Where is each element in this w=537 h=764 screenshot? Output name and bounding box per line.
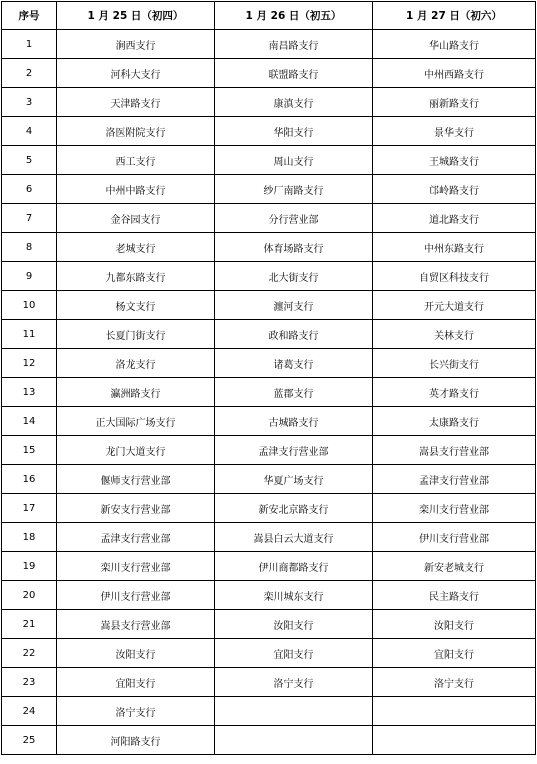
row-index-cell: 23	[2, 668, 57, 697]
day-3-branch-cell: 洛宁支行	[373, 668, 536, 697]
day-3-branch-cell: 民主路支行	[373, 581, 536, 610]
table-row	[2, 697, 536, 726]
day-3-branch-cell: 邙岭路支行	[373, 175, 536, 204]
row-index-cell: 22	[2, 639, 57, 668]
day-3-branch-cell: 太康路支行	[373, 407, 536, 436]
row-index-cell: 18	[2, 523, 57, 552]
day-2-branch-cell: 北大街支行	[215, 262, 373, 291]
day-1-branch-cell: 瀛洲路支行	[57, 378, 215, 407]
table-row	[2, 726, 536, 755]
day-3-branch-cell: 自贸区科技支行	[373, 262, 536, 291]
row-index-cell: 15	[2, 436, 57, 465]
day-1-branch-cell: 老城支行	[57, 233, 215, 262]
row-index-cell: 3	[2, 88, 57, 117]
day-2-branch-cell: 瀍河支行	[215, 291, 373, 320]
table-row	[2, 523, 536, 552]
day-1-branch-cell: 宜阳支行	[57, 668, 215, 697]
day-1-branch-cell: 洛龙支行	[57, 349, 215, 378]
day-3-branch-cell: 关林支行	[373, 320, 536, 349]
row-index-cell: 10	[2, 291, 57, 320]
day-1-branch-cell: 洛医附院支行	[57, 117, 215, 146]
table-row	[2, 146, 536, 175]
day-2-branch-cell: 纱厂南路支行	[215, 175, 373, 204]
table-row	[2, 465, 536, 494]
day-2-branch-cell: 宜阳支行	[215, 639, 373, 668]
row-index-cell: 19	[2, 552, 57, 581]
table-row	[2, 349, 536, 378]
day-2-branch-cell: 周山支行	[215, 146, 373, 175]
table-row	[2, 204, 536, 233]
header-row	[2, 2, 536, 30]
table-row	[2, 88, 536, 117]
row-index-cell: 16	[2, 465, 57, 494]
row-index-cell: 20	[2, 581, 57, 610]
day-1-branch-cell: 龙门大道支行	[57, 436, 215, 465]
day-2-branch-cell	[215, 697, 373, 726]
table-row	[2, 639, 536, 668]
day-3-branch-cell	[373, 726, 536, 755]
header-index: 序号	[2, 2, 57, 30]
day-2-branch-cell: 康滇支行	[215, 88, 373, 117]
table-row	[2, 378, 536, 407]
table-body	[2, 30, 536, 755]
day-2-branch-cell	[215, 726, 373, 755]
row-index-cell: 4	[2, 117, 57, 146]
table-row	[2, 30, 536, 59]
day-2-branch-cell: 华夏广场支行	[215, 465, 373, 494]
day-3-branch-cell: 栾川支行营业部	[373, 494, 536, 523]
day-2-branch-cell: 诸葛支行	[215, 349, 373, 378]
day-3-branch-cell: 开元大道支行	[373, 291, 536, 320]
day-2-branch-cell: 政和路支行	[215, 320, 373, 349]
day-3-branch-cell: 华山路支行	[373, 30, 536, 59]
day-3-branch-cell: 新安老城支行	[373, 552, 536, 581]
table-row	[2, 552, 536, 581]
table-row	[2, 320, 536, 349]
day-3-branch-cell: 中州东路支行	[373, 233, 536, 262]
table-row	[2, 59, 536, 88]
day-3-branch-cell: 中州西路支行	[373, 59, 536, 88]
header-day-2: 1 月 26 日（初五）	[215, 2, 373, 30]
row-index-cell: 25	[2, 726, 57, 755]
row-index-cell: 2	[2, 59, 57, 88]
row-index-cell: 7	[2, 204, 57, 233]
day-2-branch-cell: 古城路支行	[215, 407, 373, 436]
table-row	[2, 291, 536, 320]
row-index-cell: 5	[2, 146, 57, 175]
day-3-branch-cell	[373, 697, 536, 726]
day-1-branch-cell: 嵩县支行营业部	[57, 610, 215, 639]
day-3-branch-cell: 伊川支行营业部	[373, 523, 536, 552]
day-2-branch-cell: 联盟路支行	[215, 59, 373, 88]
header-day-3: 1 月 27 日（初六）	[373, 2, 536, 30]
day-1-branch-cell: 新安支行营业部	[57, 494, 215, 523]
table-row	[2, 436, 536, 465]
day-2-branch-cell: 汝阳支行	[215, 610, 373, 639]
day-2-branch-cell: 栾川城东支行	[215, 581, 373, 610]
day-3-branch-cell: 长兴街支行	[373, 349, 536, 378]
day-1-branch-cell: 伊川支行营业部	[57, 581, 215, 610]
row-index-cell: 17	[2, 494, 57, 523]
row-index-cell: 11	[2, 320, 57, 349]
day-1-branch-cell: 长夏门街支行	[57, 320, 215, 349]
day-3-branch-cell: 汝阳支行	[373, 610, 536, 639]
day-1-branch-cell: 河科大支行	[57, 59, 215, 88]
day-2-branch-cell: 新安北京路支行	[215, 494, 373, 523]
day-3-branch-cell: 景华支行	[373, 117, 536, 146]
table-row	[2, 668, 536, 697]
day-2-branch-cell: 伊川商都路支行	[215, 552, 373, 581]
row-index-cell: 9	[2, 262, 57, 291]
day-3-branch-cell: 王城路支行	[373, 146, 536, 175]
table-row	[2, 407, 536, 436]
day-1-branch-cell: 栾川支行营业部	[57, 552, 215, 581]
day-1-branch-cell: 西工支行	[57, 146, 215, 175]
day-3-branch-cell: 道北路支行	[373, 204, 536, 233]
header-day-1: 1 月 25 日（初四）	[57, 2, 215, 30]
schedule-table-container	[1, 1, 536, 755]
row-index-cell: 14	[2, 407, 57, 436]
day-1-branch-cell: 九都东路支行	[57, 262, 215, 291]
table-row	[2, 175, 536, 204]
day-3-branch-cell: 嵩县支行营业部	[373, 436, 536, 465]
table-row	[2, 610, 536, 639]
day-1-branch-cell: 洛宁支行	[57, 697, 215, 726]
table-row	[2, 494, 536, 523]
day-2-branch-cell: 分行营业部	[215, 204, 373, 233]
day-1-branch-cell: 正大国际广场支行	[57, 407, 215, 436]
day-3-branch-cell: 丽新路支行	[373, 88, 536, 117]
table-row	[2, 233, 536, 262]
row-index-cell: 12	[2, 349, 57, 378]
table-row	[2, 581, 536, 610]
table-row	[2, 262, 536, 291]
day-1-branch-cell: 涧西支行	[57, 30, 215, 59]
day-3-branch-cell: 宜阳支行	[373, 639, 536, 668]
day-1-branch-cell: 杨文支行	[57, 291, 215, 320]
day-2-branch-cell: 孟津支行营业部	[215, 436, 373, 465]
row-index-cell: 24	[2, 697, 57, 726]
day-1-branch-cell: 中州中路支行	[57, 175, 215, 204]
day-3-branch-cell: 英才路支行	[373, 378, 536, 407]
day-2-branch-cell: 华阳支行	[215, 117, 373, 146]
schedule-table	[1, 1, 536, 755]
day-1-branch-cell: 汝阳支行	[57, 639, 215, 668]
day-2-branch-cell: 嵩县白云大道支行	[215, 523, 373, 552]
row-index-cell: 8	[2, 233, 57, 262]
day-1-branch-cell: 天津路支行	[57, 88, 215, 117]
row-index-cell: 1	[2, 30, 57, 59]
table-row	[2, 117, 536, 146]
day-1-branch-cell: 偃师支行营业部	[57, 465, 215, 494]
day-2-branch-cell: 体育场路支行	[215, 233, 373, 262]
row-index-cell: 13	[2, 378, 57, 407]
day-1-branch-cell: 河阳路支行	[57, 726, 215, 755]
row-index-cell: 21	[2, 610, 57, 639]
day-1-branch-cell: 金谷园支行	[57, 204, 215, 233]
day-2-branch-cell: 蓝郡支行	[215, 378, 373, 407]
row-index-cell: 6	[2, 175, 57, 204]
day-1-branch-cell: 孟津支行营业部	[57, 523, 215, 552]
day-3-branch-cell: 孟津支行营业部	[373, 465, 536, 494]
day-2-branch-cell: 洛宁支行	[215, 668, 373, 697]
day-2-branch-cell: 南昌路支行	[215, 30, 373, 59]
